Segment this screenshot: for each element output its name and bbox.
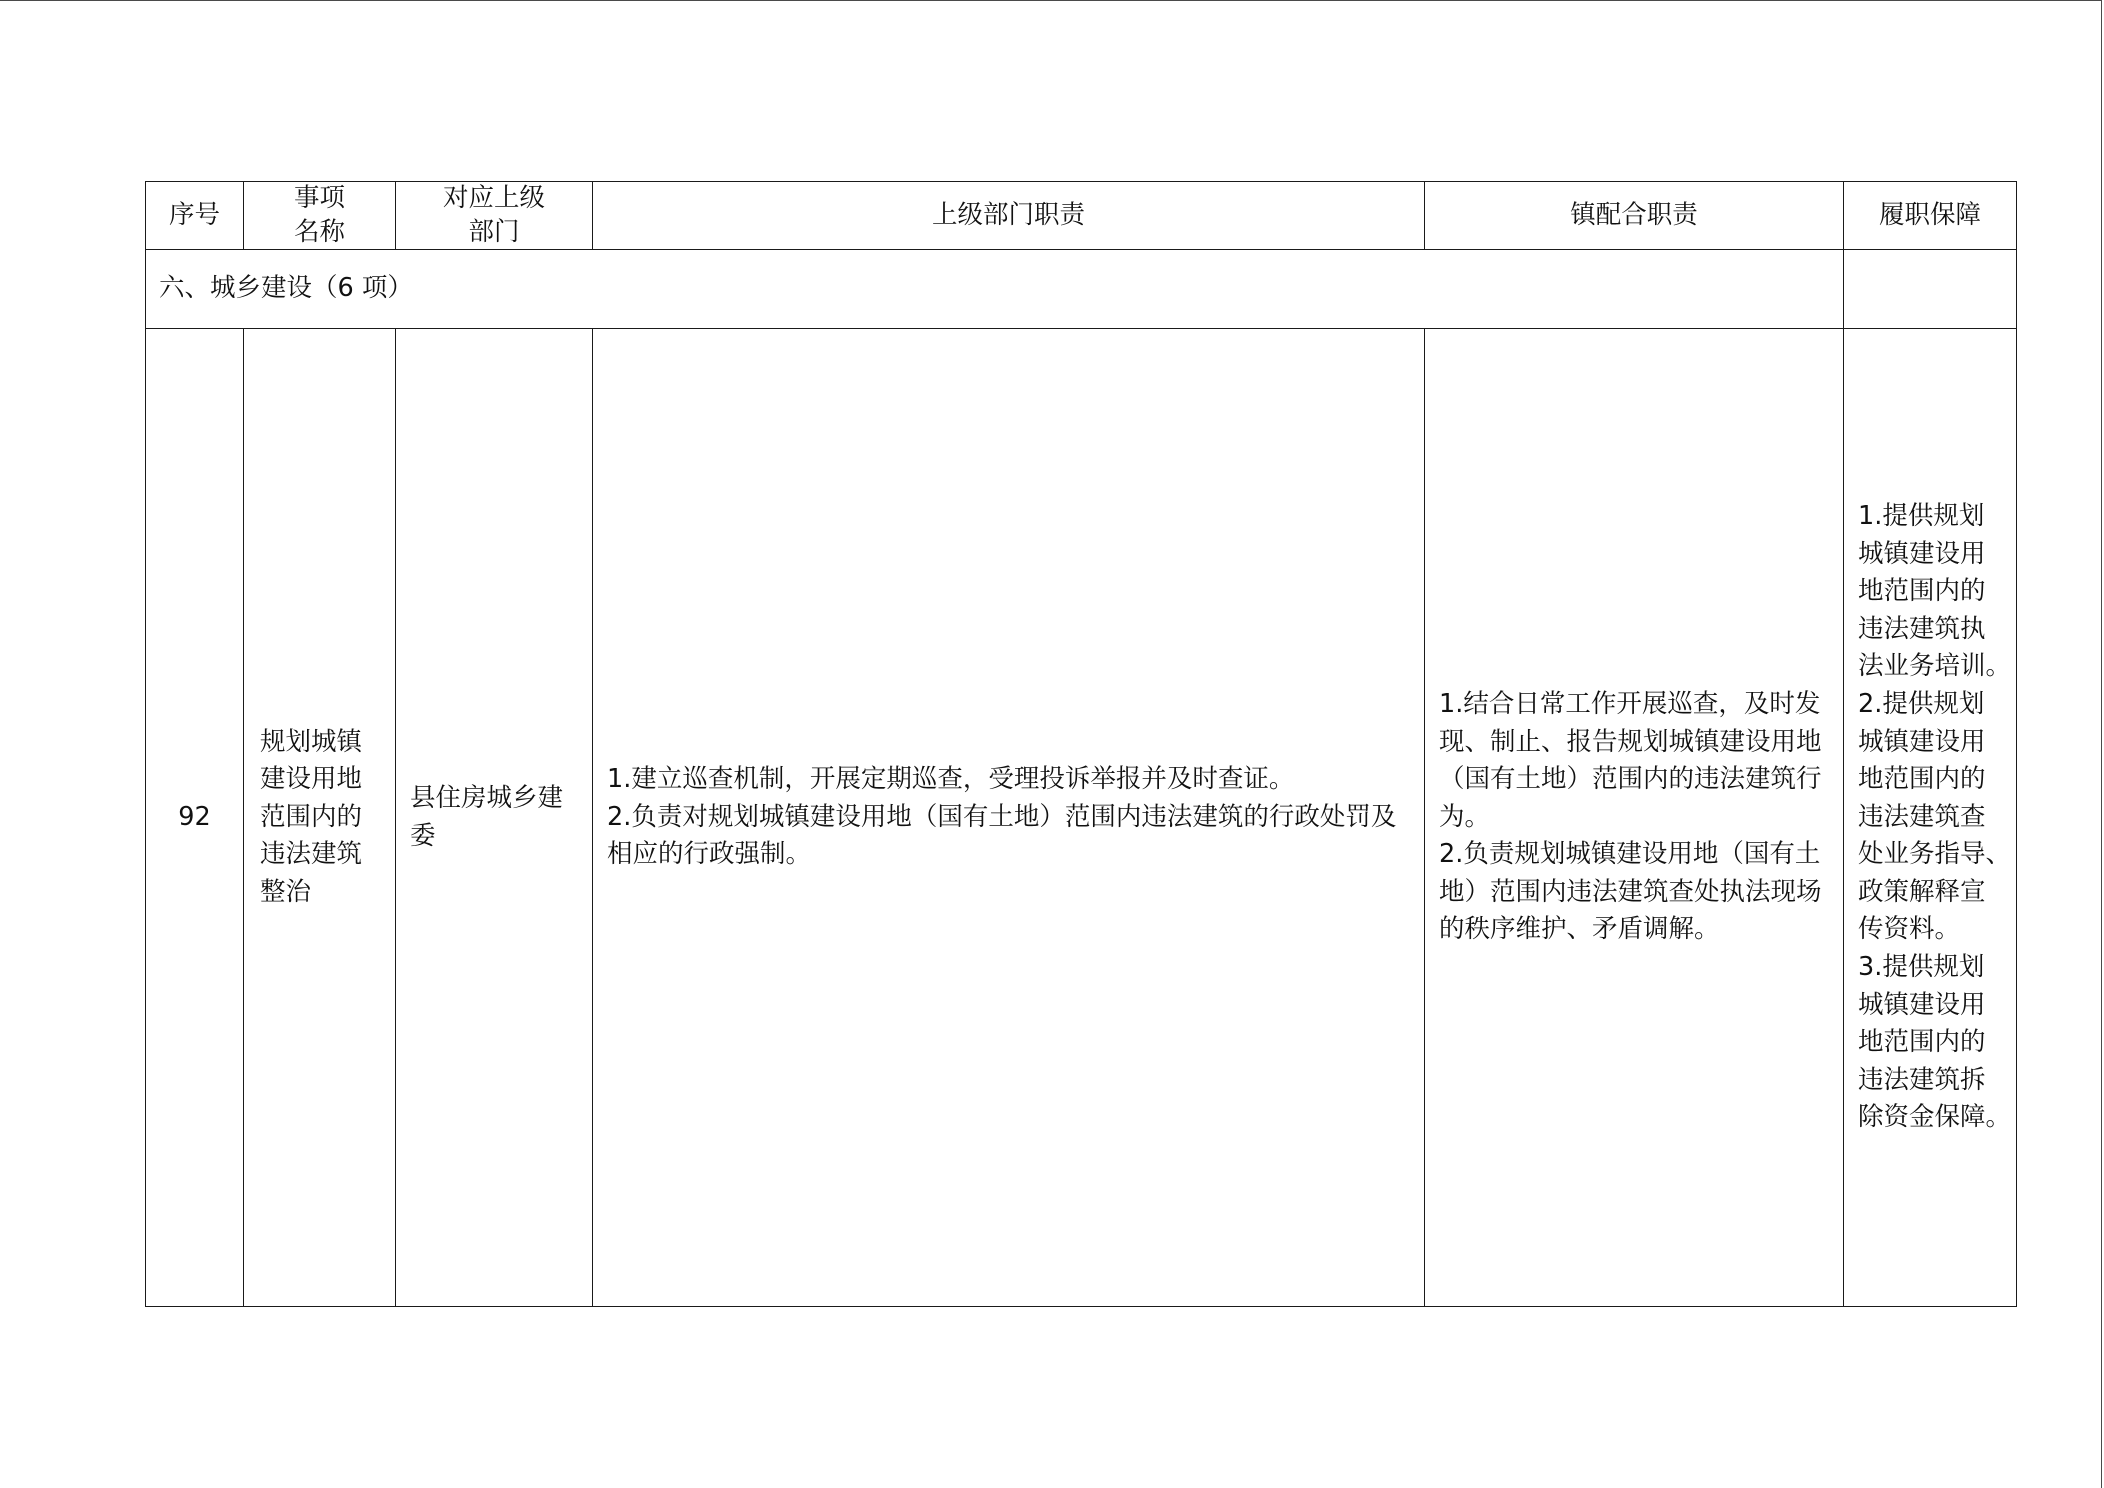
superior-dept-line: 县住房城乡建	[410, 782, 564, 813]
duty-table	[145, 181, 2017, 1307]
guarantee-line: 城镇建设用	[1858, 726, 1986, 757]
guarantee-line: 地范围内的	[1858, 764, 1986, 795]
town-duty-line: 为。	[1439, 801, 1491, 832]
guarantee-line: 违法建筑拆	[1858, 1064, 1986, 1095]
superior-duty-line: 相应的行政强制。	[607, 839, 812, 870]
header-guarantee-label: 履职保障	[1878, 199, 1981, 230]
header-item-name-line: 名称	[293, 216, 345, 247]
cell-guarantee	[1844, 329, 2017, 1307]
cell-superior-dept	[396, 329, 593, 1307]
header-guarantee	[1844, 182, 2017, 250]
town-duty-line: 现、制止、报告规划城镇建设用地	[1439, 726, 1822, 757]
cell-item-name	[244, 329, 396, 1307]
cell-superior-duties	[593, 329, 1425, 1307]
guarantee-line: 传资料。	[1858, 914, 1961, 945]
guarantee-line: 地范围内的	[1858, 1027, 1986, 1058]
table-row	[146, 329, 2017, 1307]
header-item-name	[244, 182, 396, 250]
superior-dept-line: 委	[410, 820, 436, 851]
superior-duty-line: 1.建立巡查机制，开展定期巡查，受理投诉举报并及时查证。	[607, 764, 1295, 795]
item-name-line: 规划城镇	[260, 726, 363, 757]
town-duty-line: 1.结合日常工作开展巡查，及时发	[1439, 688, 1821, 719]
town-duty-line: 2.负责规划城镇建设用地（国有土	[1439, 839, 1821, 870]
header-town-duties	[1425, 182, 1844, 250]
guarantee-line: 处业务指导、	[1858, 839, 2012, 870]
header-town-duties-label: 镇配合职责	[1570, 199, 1698, 230]
header-superior-dept	[396, 182, 593, 250]
section-title: 六、城乡建设（6 项）	[159, 273, 413, 304]
cell-seq	[146, 329, 244, 1307]
guarantee-line: 政策解释宣	[1858, 876, 1986, 907]
town-duty-line: （国有土地）范围内的违法建筑行	[1439, 764, 1822, 795]
guarantee-line: 地范围内的	[1858, 576, 1986, 607]
cell-town-duties	[1425, 329, 1844, 1307]
header-row	[146, 182, 2017, 250]
header-superior-dept-line: 对应上级	[442, 183, 545, 213]
item-name-line: 违法建筑	[260, 839, 363, 870]
town-duty-line: 的秩序维护、矛盾调解。	[1439, 914, 1720, 945]
item-name-line: 整治	[260, 876, 312, 907]
header-seq-label: 序号	[168, 199, 220, 230]
guarantee-line: 城镇建设用	[1858, 989, 1986, 1020]
header-superior-duties	[593, 182, 1425, 250]
header-seq	[146, 182, 244, 250]
guarantee-line: 城镇建设用	[1858, 538, 1986, 569]
guarantee-line: 1.提供规划	[1858, 500, 1985, 531]
guarantee-line: 法业务培训。	[1858, 651, 2012, 682]
header-item-name-line: 事项	[293, 183, 345, 213]
item-name-line: 范围内的	[260, 801, 363, 832]
guarantee-line: 违法建筑执	[1858, 613, 1986, 644]
guarantee-line: 除资金保障。	[1858, 1102, 2012, 1133]
seq-number: 92	[178, 801, 211, 832]
section-guarantee-cell	[1844, 250, 2017, 329]
guarantee-line: 违法建筑查	[1858, 801, 1986, 832]
section-title-cell	[146, 250, 1844, 329]
item-name-line: 建设用地	[260, 764, 363, 795]
section-row	[146, 250, 2017, 329]
superior-duty-line: 2.负责对规划城镇建设用地（国有土地）范围内违法建筑的行政处罚及	[607, 801, 1397, 832]
town-duty-line: 地）范围内违法建筑查处执法现场	[1439, 876, 1822, 907]
guarantee-line: 2.提供规划	[1858, 688, 1985, 719]
header-superior-dept-line: 部门	[468, 216, 520, 247]
header-superior-duties-label: 上级部门职责	[931, 199, 1085, 230]
guarantee-line: 3.提供规划	[1858, 952, 1985, 983]
